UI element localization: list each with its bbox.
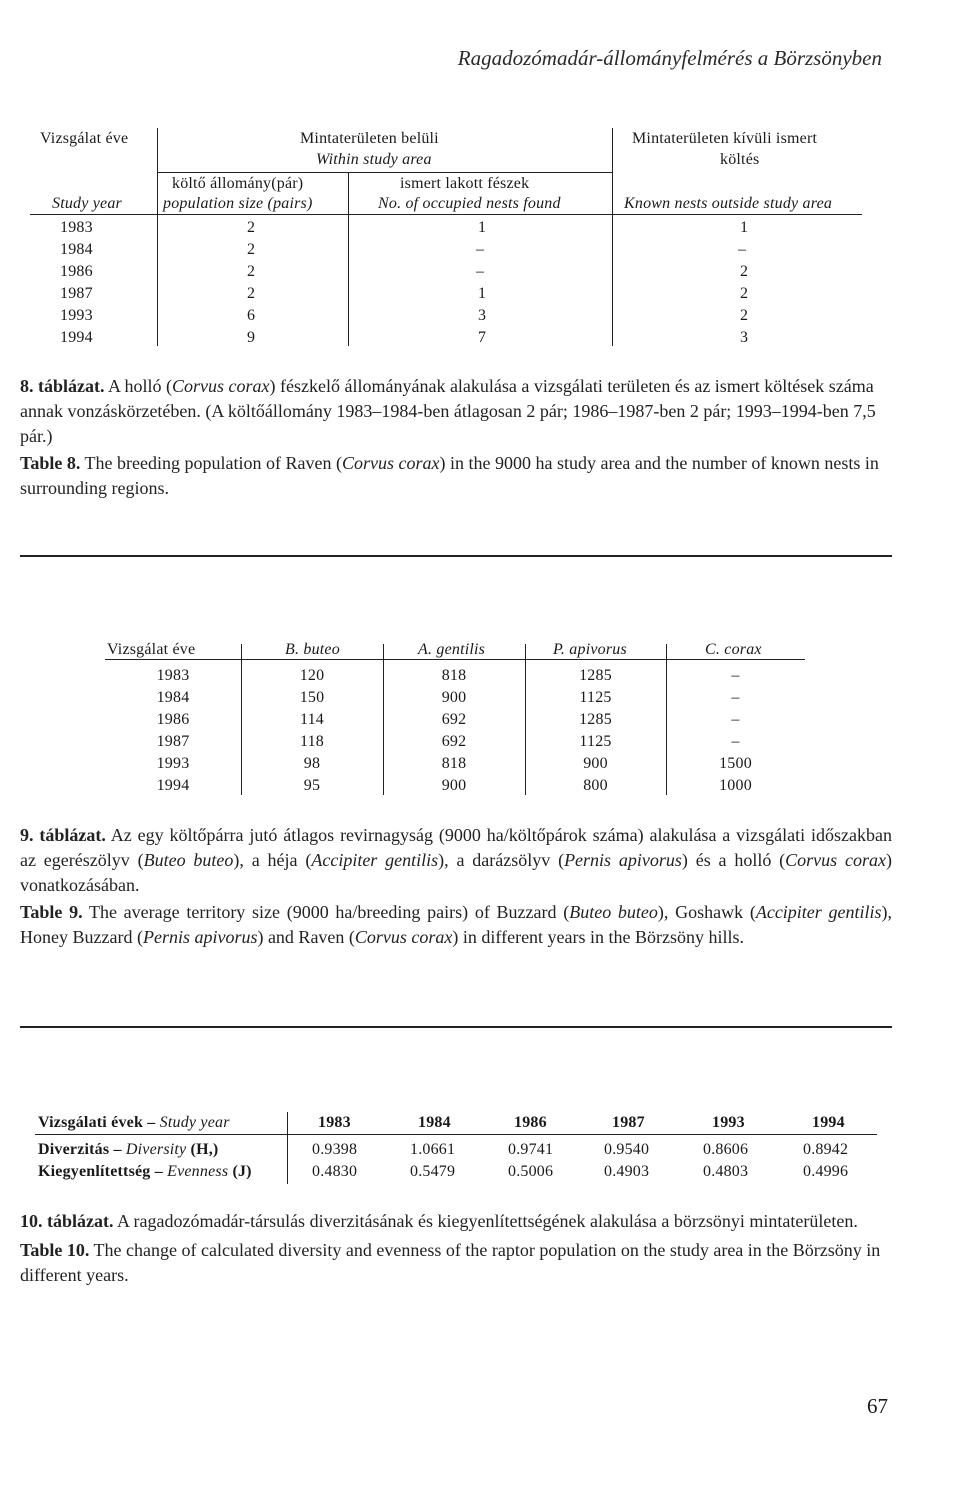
page-number: 67 [867,1394,888,1418]
t9-cell: 98 [303,755,321,772]
species-name: Pernis apivorus [564,850,682,870]
t10-div-en: Diversity [125,1141,187,1158]
t10-div-value: 0.9398 [312,1141,358,1158]
t8-row-year: 1983 [60,219,93,236]
t9-cell: 1993 [156,755,190,772]
t9-cell: 118 [299,733,324,750]
t10-div-hu: Diverzitás – [38,1141,126,1158]
t8-row-year: 1993 [60,307,93,324]
caption-text: A ragadozómadár-társulás diverzitásának és kiegyenlítettségének alakulása a börzsönyi mintaterületen. [113,1211,858,1231]
t8-row-nests: – [476,263,485,280]
t10-even-sym: (J) [228,1163,252,1180]
t9-cell: 150 [299,689,325,706]
t9-cell: 1285 [579,711,612,728]
t9-cell: 120 [299,667,325,684]
t9-cell: 1000 [719,777,752,794]
t8-row-pop: 2 [247,241,256,258]
caption-text: ), Honey Buzzard ( [20,902,893,947]
t9-cell: 1987 [156,733,190,750]
caption-text: ), a héja ( [233,850,312,870]
t8-year-en: Study year [52,195,122,212]
t8-row-outside: 3 [740,329,749,346]
t9-cell: 900 [441,689,467,706]
t9-cell: 692 [441,711,467,728]
t9-cell: 1983 [156,667,190,684]
t8-nests-hu: ismert lakott fészek [400,175,530,192]
t8-row-outside: – [738,241,747,258]
caption-10-hu [20,1209,892,1234]
t8-year-hu: Vizsgálat éve [40,130,129,147]
t10-even-value: 0.5006 [508,1163,554,1180]
t10-div-value: 0.8942 [803,1141,849,1158]
caption-table-10 [20,1209,892,1288]
t9-header: P. apivorus [553,641,627,658]
t9-cell: 1984 [156,689,190,706]
species-name: Pernis apivorus [142,927,258,947]
t8-row-pop: 9 [247,329,256,346]
t9-cell: 114 [299,711,324,728]
species-name: Corvus corax [341,453,440,473]
t9-cell: – [731,711,740,728]
t8-row-pop: 2 [247,285,256,302]
t10-year: 1987 [612,1114,645,1131]
t8-row-nests: 1 [478,219,487,236]
t10-even-value: 0.4903 [604,1163,650,1180]
caption-label: Table 8. [20,453,81,473]
caption-text: ), Goshawk ( [657,902,756,922]
t10-head-hu: Vizsgálati évek – [38,1114,160,1131]
species-name: Accipiter gentilis [311,850,439,870]
t8-pop-en: population size (pairs) [163,195,313,212]
t8-row-pop: 2 [247,219,256,236]
t9-cell: 1994 [156,777,190,794]
t8-outside-hu-1: Mintaterületen kívüli ismert [632,130,818,147]
t8-pop-hu: költő állomány(pár) [172,175,304,192]
caption-text: ) vonatkozásában. [20,850,892,895]
t8-row-pop: 6 [247,307,256,324]
t9-cell: 692 [441,733,467,750]
t9-cell: 818 [441,755,467,772]
t10-div-label [38,1141,218,1159]
t8-row-nests: 7 [478,329,487,346]
caption-text: ) in the 9000 ha study area and the number of known nests in surrounding regions. [20,453,879,498]
species-name: Buteo buteo [143,850,234,870]
t10-even-en: Evenness [167,1163,229,1180]
t9-cell: – [731,667,740,684]
caption-10-en [20,1238,892,1288]
caption-text: A holló ( [104,376,173,396]
t10-year: 1983 [318,1114,351,1131]
t8-row-year: 1994 [60,329,93,346]
t8-row-pop: 2 [247,263,256,280]
t8-row-outside: 1 [740,219,749,236]
t8-row-year: 1984 [60,241,93,258]
t8-row-nests: 1 [478,285,487,302]
caption-text: ) and Raven ( [257,927,355,947]
t8-within-hu: Mintaterületen belüli [300,130,439,147]
t10-year: 1984 [418,1114,451,1131]
t9-cell: 800 [583,777,608,794]
species-name: Corvus corax [172,376,270,396]
caption-text: ) fészkelő állományának alakulása a vizsgálati területen és az ismert költések száma annak vonzáskörzetében. (A költőállomány 1983–1984-ben átlagosan 2 pár; 1986–1987-ben 2 pár; 1993–1994-ben 7,5 pár.) [20,376,876,446]
species-name: Accipiter gentilis [755,902,882,922]
species-name: Corvus corax [354,927,453,947]
t9-header: A. gentilis [418,641,486,658]
t9-cell: 1125 [579,689,612,706]
t8-row-year: 1987 [60,285,93,302]
t10-even-value: 0.5479 [410,1163,456,1180]
caption-text: The change of calculated diversity and evenness of the raptor population on the study area in the Börzsöny in different years. [20,1240,881,1285]
t8-row-nests: 3 [478,307,487,324]
caption-text: The average territory size (9000 ha/breeding pairs) of Buzzard ( [82,902,570,922]
running-header: Ragadozómadár-állományfelmérés a Börzsönyben [457,46,882,70]
t10-head [38,1114,230,1132]
t10-even-value: 0.4803 [703,1163,749,1180]
t10-div-value: 1.0661 [410,1141,456,1158]
t9-cell: 1500 [719,755,752,772]
t9-header: C. corax [705,641,762,658]
t9-cell: 818 [441,667,467,684]
t8-row-outside: 2 [740,285,749,302]
t8-within-en: Within study area [316,151,432,168]
t9-cell: 900 [441,777,467,794]
t10-div-sym: (H,) [186,1141,219,1158]
t9-cell: 1125 [579,733,612,750]
caption-text: ) in different years in the Börzsöny hills. [452,927,745,947]
t10-even-value: 0.4996 [803,1163,849,1180]
t9-cell: – [731,733,740,750]
caption-text: The breeding population of Raven ( [80,453,342,473]
t8-nests-en: No. of occupied nests found [378,195,561,212]
t9-cell: 95 [303,777,321,794]
t10-div-value: 0.9540 [604,1141,650,1158]
t9-cell: 900 [583,755,608,772]
t10-even-hu: Kiegyenlítettség – [38,1163,168,1180]
t10-year: 1986 [514,1114,547,1131]
t10-head-en: Study year [159,1114,230,1131]
t8-row-outside: 2 [740,307,749,324]
t9-cell: 1986 [156,711,190,728]
t8-row-outside: 2 [740,263,749,280]
t9-cell: – [731,689,740,706]
t10-div-value: 0.8606 [703,1141,749,1158]
species-name: Buteo buteo [569,902,658,922]
caption-text: ) és a holló ( [681,850,786,870]
t10-year: 1993 [712,1114,745,1131]
species-name: Corvus corax [785,850,886,870]
t9-header: Vizsgálat éve [107,641,196,658]
t10-even-label [38,1163,252,1181]
t9-header: B. buteo [285,641,340,658]
t10-div-value: 0.9741 [508,1141,554,1158]
caption-text: Az egy költőpárra jutó átlagos revirnagyság (9000 ha/költőpárok száma) alakulása a vizsgálati időszakban az egerészölyv ( [20,825,892,870]
t8-row-year: 1986 [60,263,93,280]
caption-label: 8. táblázat. [20,376,105,396]
t8-outside-hu-2: költés [720,151,760,168]
t10-even-value: 0.4830 [312,1163,358,1180]
caption-label: 10. táblázat. [20,1211,114,1231]
t10-year: 1994 [812,1114,845,1131]
t8-row-nests: – [476,241,485,258]
caption-label: Table 10. [20,1240,90,1260]
caption-label: 9. táblázat. [20,825,106,845]
t9-cell: 1285 [579,667,612,684]
caption-label: Table 9. [20,902,83,922]
t8-outside-en: Known nests outside study area [624,195,833,212]
caption-text: ), a darázsölyv ( [438,850,565,870]
